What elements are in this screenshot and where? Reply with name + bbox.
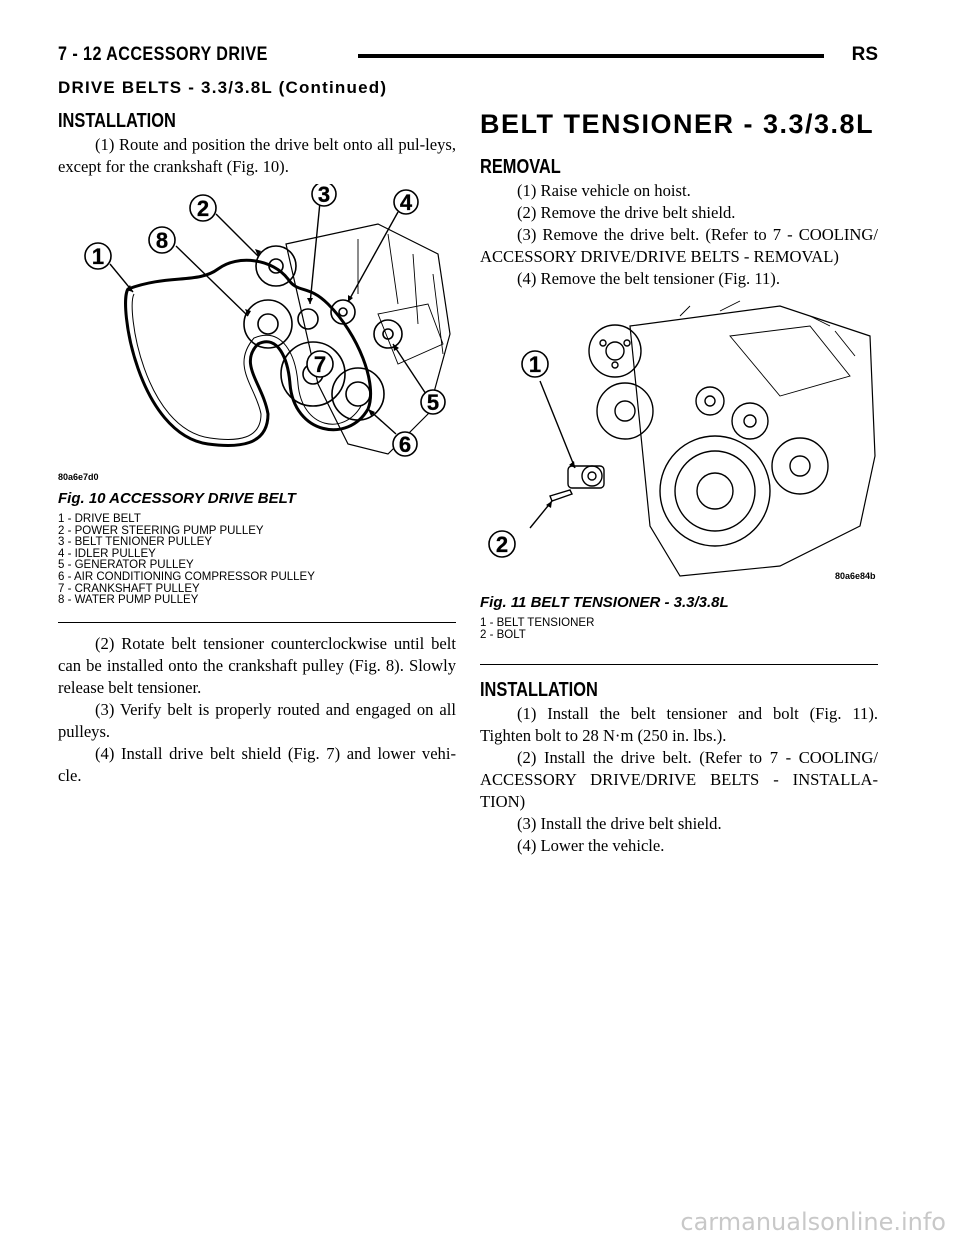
figure-10 <box>58 184 456 623</box>
installation-step: (2) Install the drive belt. (Refer to 7 - COOLING/ ACCESSORY DRIVE/DRIVE BELTS - INSTALLA-TION) <box>480 748 878 811</box>
removal-heading: REMOVAL <box>480 156 561 178</box>
callout-4: 4 <box>399 190 413 215</box>
section-title: BELT TENSIONER - 3.3/3.8L <box>480 109 875 139</box>
figure-11 <box>480 296 878 665</box>
legend-item: 8 - WATER PUMP PULLEY <box>58 594 199 607</box>
figure-10-legend <box>58 514 315 611</box>
removal-step: (3) Remove the drive belt. (Refer to 7 - COOLING/ ACCESSORY DRIVE/DRIVE BELTS - REMOVAL) <box>480 225 878 266</box>
header-rule <box>358 54 824 58</box>
legend-item: 7 - CRANKSHAFT PULLEY <box>58 582 200 595</box>
installation-step: (3) Install the drive belt shield. <box>517 814 722 833</box>
page-reference: 7 - 12 ACCESSORY DRIVE <box>58 44 268 65</box>
figure-10-caption: Fig. 10 ACCESSORY DRIVE BELT <box>58 490 296 507</box>
belt-tensioner-illustration <box>480 296 878 586</box>
installation-heading: INSTALLATION <box>480 679 598 701</box>
installation-step: (1) Install the belt tensioner and bolt (Fig. 11). Tighten bolt to 28 N·m (250 in. lbs.). <box>480 704 878 745</box>
legend-item: 4 - IDLER PULLEY <box>58 547 156 560</box>
callout-6: 6 <box>398 432 412 457</box>
continued-title: DRIVE BELTS - 3.3/3.8L (Continued) <box>58 78 388 97</box>
removal-step: (2) Remove the drive belt shield. <box>517 203 736 222</box>
callout-1: 1 <box>91 244 105 269</box>
callout-5: 5 <box>426 390 440 415</box>
figure-11-legend <box>480 618 594 645</box>
removal-step: (1) Raise vehicle on hoist. <box>517 181 691 200</box>
install-step-3: (3) Verify belt is properly routed and engaged on all pulleys. <box>58 700 456 741</box>
callout-8: 8 <box>155 228 169 253</box>
legend-item: 2 - POWER STEERING PUMP PULLEY <box>58 524 264 537</box>
figure-11-caption: Fig. 11 BELT TENSIONER - 3.3/3.8L <box>480 594 729 611</box>
callout-1: 1 <box>528 352 542 377</box>
removal-step: (4) Remove the belt tensioner (Fig. 11). <box>517 269 780 288</box>
legend-item: 5 - GENERATOR PULLEY <box>58 559 194 572</box>
page-header <box>58 44 878 70</box>
legend-item: 1 - BELT TENSIONER <box>480 617 595 629</box>
figure-11-code: 80a6e84b <box>835 571 876 581</box>
figure-10-code: 80a6e7d0 <box>58 472 99 482</box>
accessory-drive-belt-illustration <box>58 184 456 484</box>
callout-2: 2 <box>495 532 509 557</box>
legend-item: 6 - AIR CONDITIONING COMPRESSOR PULLEY <box>58 570 315 583</box>
callout-7: 7 <box>313 352 327 377</box>
install-step-2: (2) Rotate belt tensioner counterclockwise until belt can be installed onto the crankshaft pulley (Fig. 8). Slowly release belt tensioner. <box>58 634 456 697</box>
install-step-4: (4) Install drive belt shield (Fig. 7) and lower vehi-cle. <box>58 744 456 785</box>
legend-item: 3 - BELT TENIONER PULLEY <box>58 536 213 549</box>
section-code: RS <box>851 44 878 65</box>
right-column <box>480 108 878 857</box>
watermark: carmanualsonline.info <box>680 1208 946 1236</box>
install-step-1: (1) Route and position the drive belt onto all pul-leys, except for the crankshaft (Fig. 10). <box>58 135 456 176</box>
legend-item: 1 - DRIVE BELT <box>58 513 141 525</box>
left-column <box>58 108 456 787</box>
callout-2: 2 <box>196 196 210 221</box>
installation-heading: INSTALLATION <box>58 110 176 132</box>
callout-3: 3 <box>317 184 331 207</box>
installation-step: (4) Lower the vehicle. <box>517 836 665 855</box>
legend-item: 2 - BOLT <box>480 628 526 641</box>
